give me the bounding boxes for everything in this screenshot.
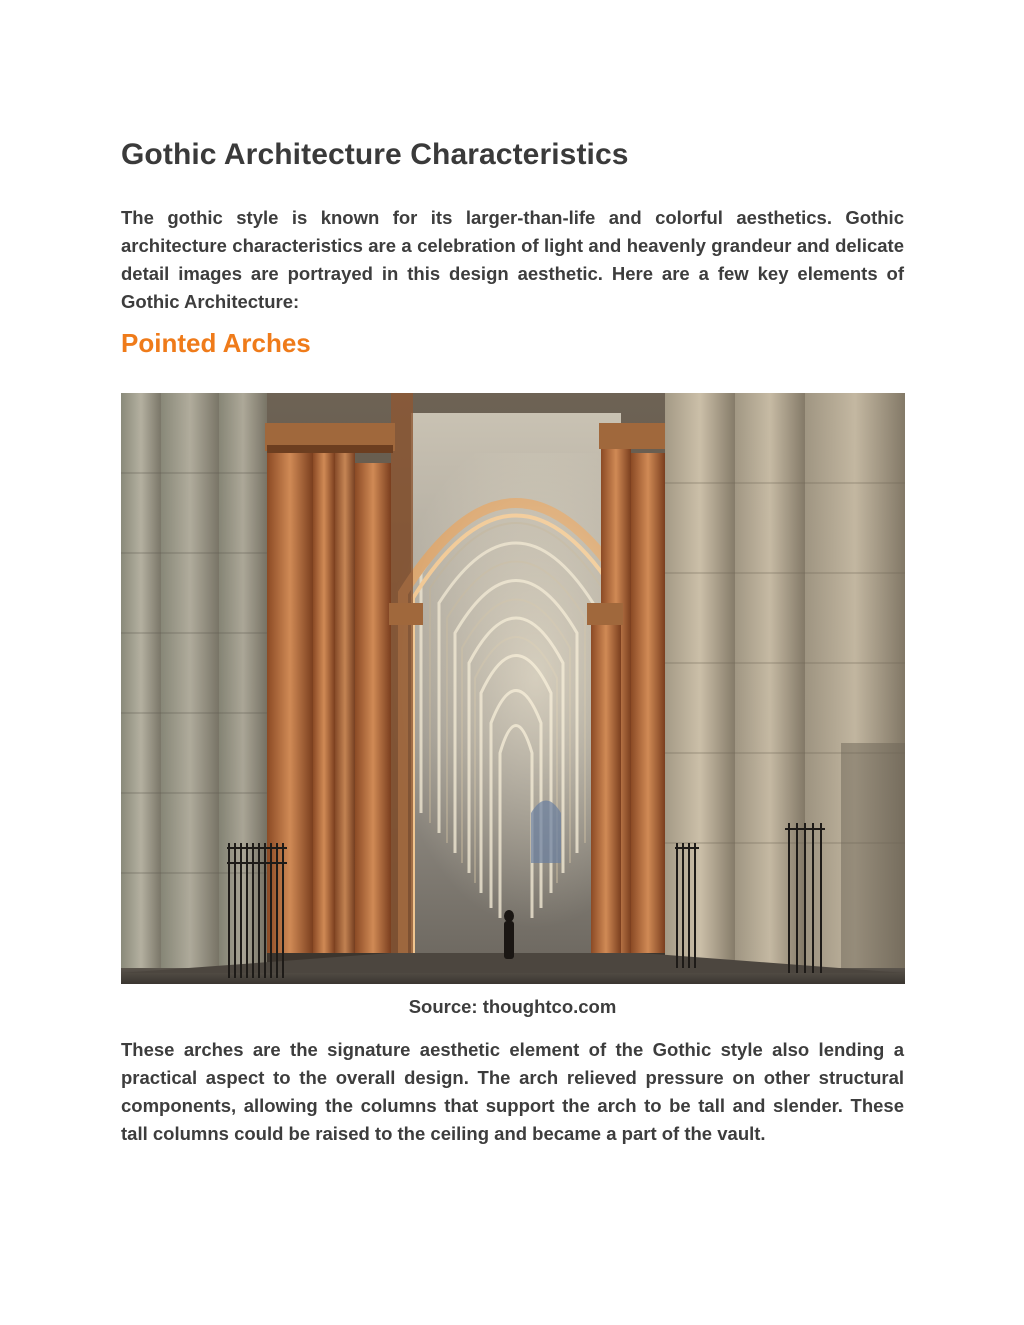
cathedral-nave-photo [121,393,905,984]
intro-paragraph: The gothic style is known for its larger-than-life and colorful aesthetics. Gothic architecture characteristics are a celebration of light and heavenly grandeur and delicate detail images are portrayed in this design aesthetic. Here are a few key elements of Gothic Architecture: [121,207,904,312]
section-heading-pointed-arches: Pointed Arches [121,328,311,358]
page-title: Gothic Architecture Characteristics [121,138,629,171]
body-paragraph: These arches are the signature aesthetic element of the Gothic style also lending a practical aspect to the overall design. The arch relieved pressure on other structural components, allowing the columns that support the arch to be tall and slender. These tall columns could be raised to the ceiling and became a part of the vault. [121,1039,904,1144]
image-caption: Source: thoughtco.com [408,996,617,1017]
